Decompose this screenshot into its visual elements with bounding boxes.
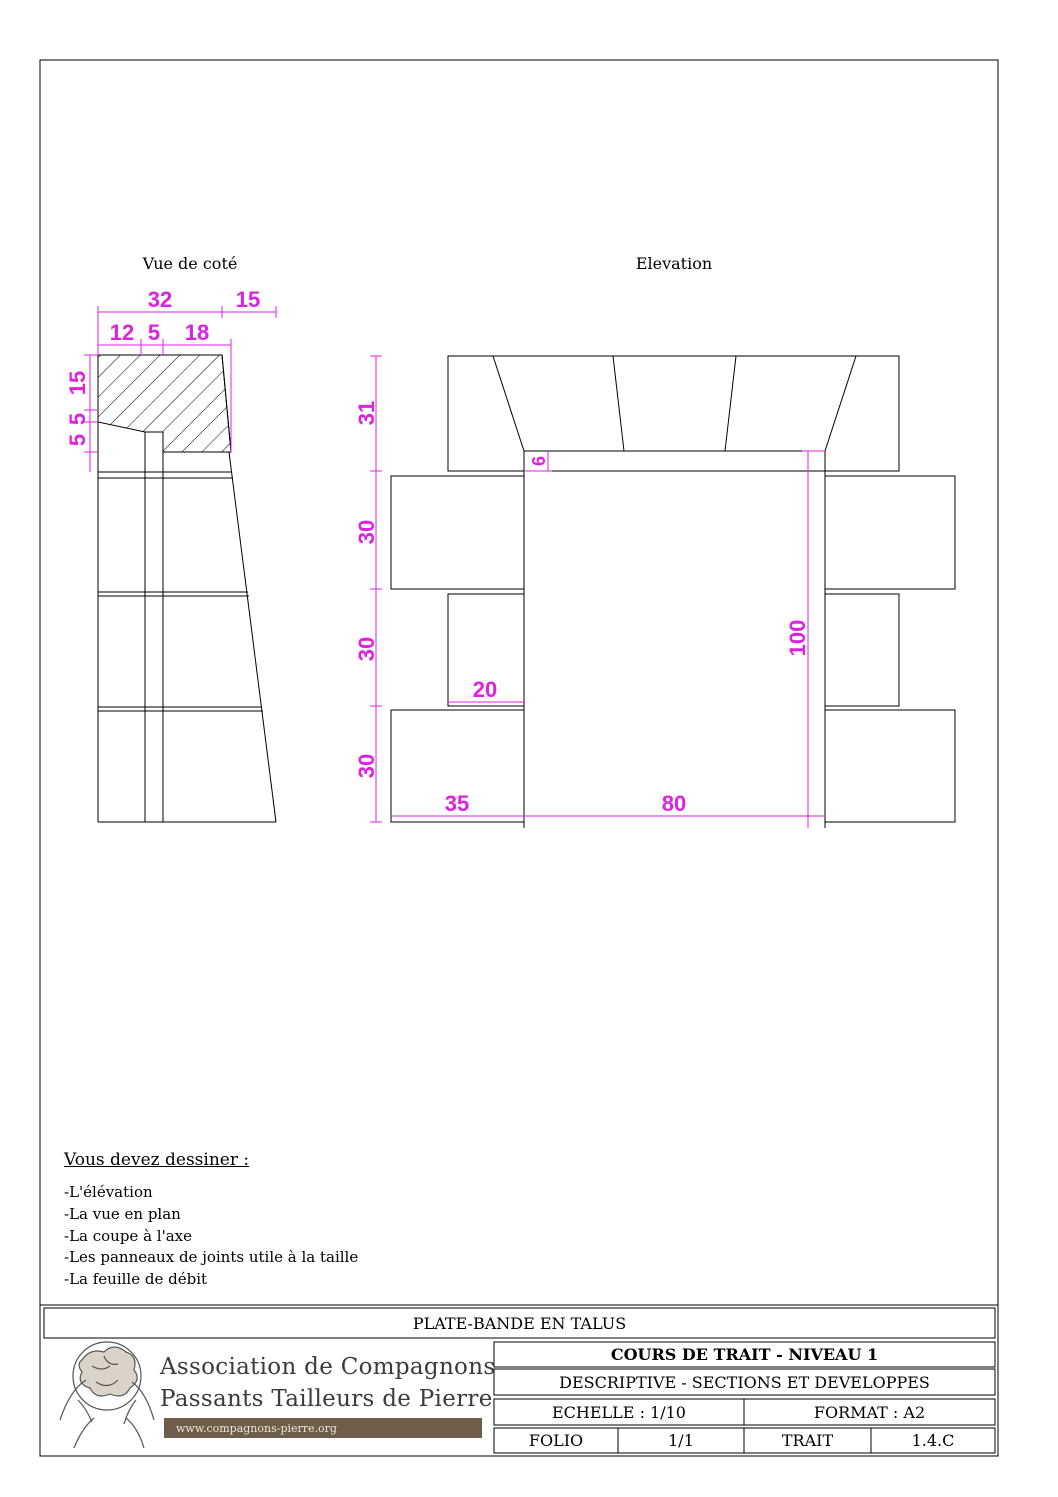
- course-label: COURS DE TRAIT - NIVEAU 1: [610, 1345, 879, 1364]
- trait-value: 1.4.C: [911, 1431, 955, 1450]
- dim-opening-height: 100: [785, 619, 810, 657]
- folio-label: FOLIO: [528, 1431, 584, 1450]
- dim-course-2: 30: [354, 636, 379, 662]
- left-pier-block-1: [391, 476, 524, 589]
- logo-line-1: Association de Compagnons: [160, 1354, 496, 1380]
- lintel-left-skew: [493, 356, 524, 451]
- instruction-item: -La coupe à l'axe: [64, 1227, 192, 1245]
- trait-label: TRAIT: [781, 1431, 834, 1450]
- instructions-heading: Vous devez dessiner :: [64, 1150, 250, 1170]
- drawing-title: PLATE-BANDE EN TALUS: [412, 1313, 627, 1333]
- subject-label: DESCRIPTIVE - SECTIONS ET DEVELOPPES: [559, 1372, 930, 1392]
- side-talus-line: [229, 452, 276, 822]
- dim-side-height-a: 5: [65, 433, 90, 447]
- lintel-block: [448, 356, 899, 471]
- right-pier-block-1: [825, 476, 955, 589]
- dim-side-height-top: 15: [65, 370, 90, 396]
- side-view-title: Vue de coté: [142, 254, 238, 273]
- format-label: FORMAT : A2: [813, 1402, 926, 1422]
- lintel-joint-left: [613, 356, 624, 451]
- dim-step: 20: [472, 677, 498, 702]
- right-pier-block-3: [825, 710, 955, 822]
- dim-course-3: 30: [354, 753, 379, 779]
- dim-opening-width: 80: [661, 791, 687, 816]
- lintel-joint-right: [725, 356, 736, 451]
- dim-pier-width: 35: [444, 791, 470, 816]
- dim-side-seg-b: 5: [147, 320, 161, 345]
- lintel-right-skew: [825, 356, 856, 451]
- dim-lintel-height: 31: [354, 400, 379, 426]
- logo-emblem-icon: [60, 1342, 154, 1448]
- dim-side-seg-c: 18: [184, 320, 210, 345]
- dim-side-seg-a: 12: [109, 320, 135, 345]
- dim-course-1: 30: [354, 519, 379, 545]
- folio-value: 1/1: [668, 1431, 694, 1450]
- side-view: [98, 355, 276, 822]
- dim-side-height-b: 5: [65, 412, 90, 426]
- dim-side-top-total: 32: [147, 287, 173, 312]
- instruction-item: -Les panneaux de joints utile à la taille: [64, 1248, 359, 1266]
- dim-side-top-extra: 15: [235, 287, 261, 312]
- elevation-title: Elevation: [635, 254, 713, 273]
- instruction-item: -La vue en plan: [64, 1205, 181, 1223]
- logo-url: www.compagnons-pierre.org: [164, 1418, 482, 1438]
- instruction-item: -L'élévation: [64, 1183, 153, 1201]
- right-pier-block-2: [825, 594, 899, 706]
- scale-label: ECHELLE : 1/10: [552, 1402, 686, 1422]
- logo-line-2: Passants Tailleurs de Pierre: [160, 1386, 493, 1412]
- elevation-view: [391, 356, 955, 828]
- elevation-dimensions: [370, 356, 825, 828]
- instruction-item: -La feuille de débit: [64, 1270, 208, 1288]
- lintel-section-hatch: [98, 355, 231, 452]
- dim-joint-offset: 6: [529, 455, 549, 467]
